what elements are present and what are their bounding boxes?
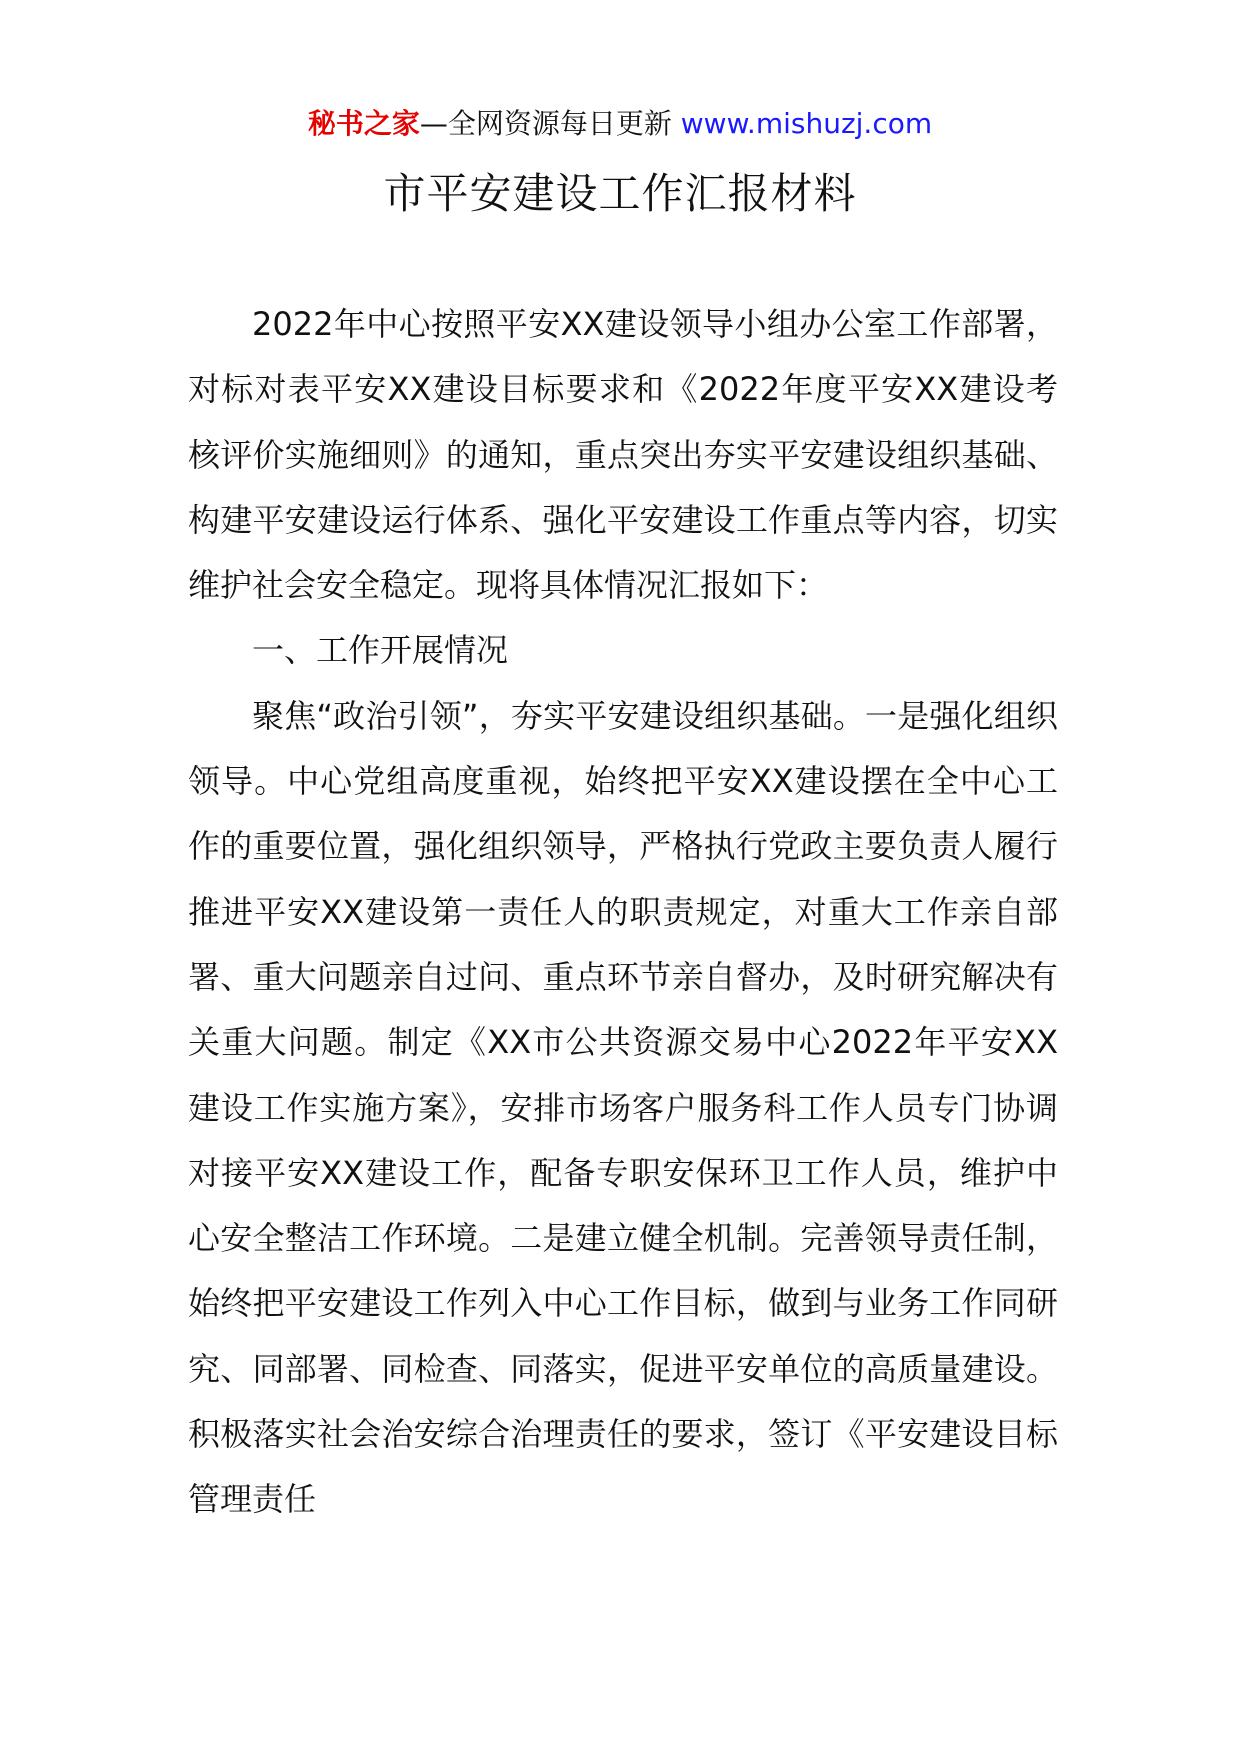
document-body	[188, 292, 1058, 1533]
site-slogan: —全网资源每日更新	[419, 107, 681, 140]
site-url-link[interactable]: www.mishuzj.com	[680, 107, 933, 140]
section-heading: 一、工作开展情况	[252, 631, 509, 670]
site-header	[0, 104, 1240, 144]
document-title: 市平安建设工作汇报材料	[383, 169, 857, 218]
section-paragraph: 聚焦“政治引领”，夯实平安建设组织基础。一是强化组织领导。中心党组高度重视，始终把平安XX建设摆在全中心工作的重要位置，强化组织领导，严格执行党政主要负责人履行推进平安XX建设第一责任人的职责规定，对重大工作亲自部署、重大问题亲自过问、重点环节亲自督办，及时研究解决有关重大问题。制定《XX市公共资源交易中心2022年平安XX建设工作实施方案》，安排市场客户服务科工作人员专门协调对接平安XX建设工作，配备专职安保环卫工作人员，维护中心安全整洁工作环境。二是建立健全机制。完善领导责任制，始终把平安建设工作列入中心工作目标，做到与业务工作同研究、同部署、同检查、同落实，促进平安单位的高质量建设。积极落实社会治安综合治理责任的要求，签订《平安建设目标管理责任	[188, 696, 1058, 1519]
intro-paragraph: 2022年中心按照平安XX建设领导小组办公室工作部署，对标对表平安XX建设目标要求和《2022年度平安XX建设考核评价实施细则》的通知，重点突出夯实平安建设组织基础、构建平安建设运行体系、强化平安建设工作重点等内容，切实维护社会安全稳定。现将具体情况汇报如下：	[188, 305, 1058, 605]
site-brand: 秘书之家	[307, 107, 420, 140]
